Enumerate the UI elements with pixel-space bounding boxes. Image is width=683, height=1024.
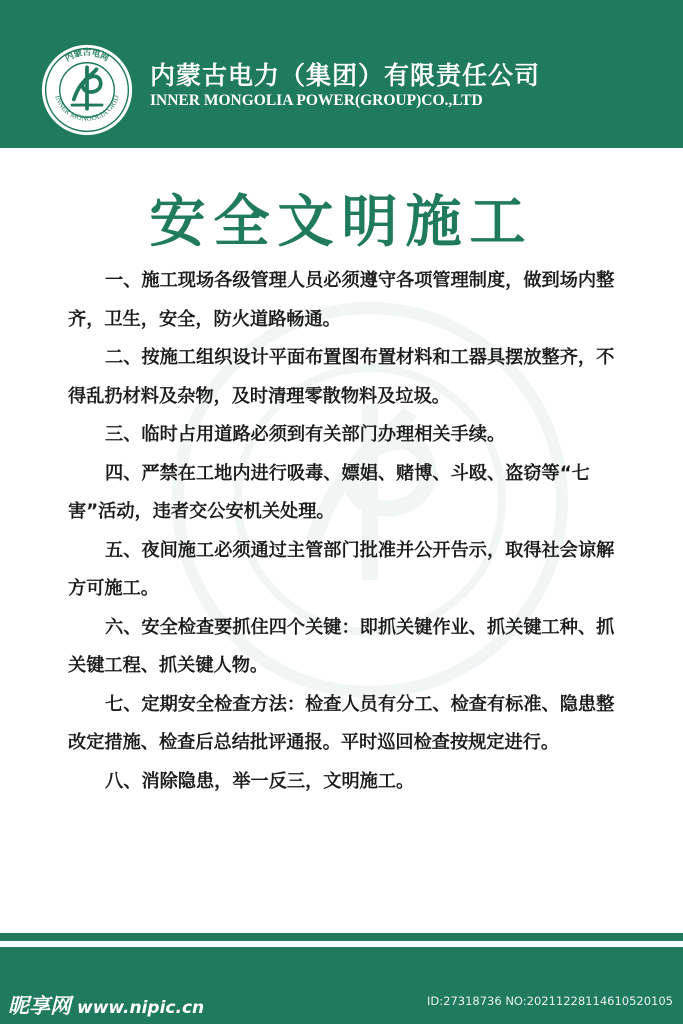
svg-text:INNER MONGOLIA GRID: INNER MONGOLIA GRID — [53, 93, 121, 123]
page-title: 安全文明施工 — [149, 190, 534, 255]
footer-divider — [0, 933, 683, 941]
header-band — [0, 0, 683, 148]
rule-item: 一、施工现场各级管理人员必须遵守各项管理制度，做到场内整齐，卫生，安全，防火道路畅通。 — [68, 270, 615, 330]
footer-watermark — [8, 990, 204, 1020]
rules-list — [68, 262, 624, 801]
rule-item: 七、定期安全检查方法：检查人员有分工、检查有标准、隐患整改定措施、检查后总结批评通报。平时巡回检查按规定进行。 — [68, 693, 615, 753]
company-name-en: INNER MONGOLIA POWER(GROUP)CO.,LTD — [150, 92, 483, 109]
rule-item: 二、按施工组织设计平面布置图布置材料和工器具摆放整齐，不得乱扔材料及杂物，及时清理零散物料及垃圾。 — [68, 347, 615, 407]
rule-item: 五、夜间施工必须通过主管部门批准并公开告示，取得社会谅解方可施工。 — [68, 539, 615, 599]
company-name-cn: 内蒙古电力（集团）有限责任公司 — [150, 61, 541, 90]
rule-item: 八、消除隐患，举一反三，文明施工。 — [105, 770, 415, 792]
rule-item: 六、安全检查要抓住四个关键：即抓关键作业、抓关键工种、抓关键工程、抓关键人物。 — [68, 616, 615, 676]
company-logo-icon — [40, 43, 134, 137]
svg-text:内蒙古电网: 内蒙古电网 — [63, 47, 111, 63]
footer-id: ID:27318736 NO:20211228114610520105 — [427, 994, 673, 1008]
footer-site: www.nipic.cn — [77, 998, 205, 1018]
footer-brand: 昵享网 — [8, 994, 71, 1018]
rule-item: 四、严禁在工地内进行吸毒、嫖娼、赌博、斗殴、盗窃等“七害”活动，违者交公安机关处理。 — [68, 462, 590, 522]
rule-item: 三、临时占用道路必须到有关部门办理相关手续。 — [105, 424, 506, 445]
